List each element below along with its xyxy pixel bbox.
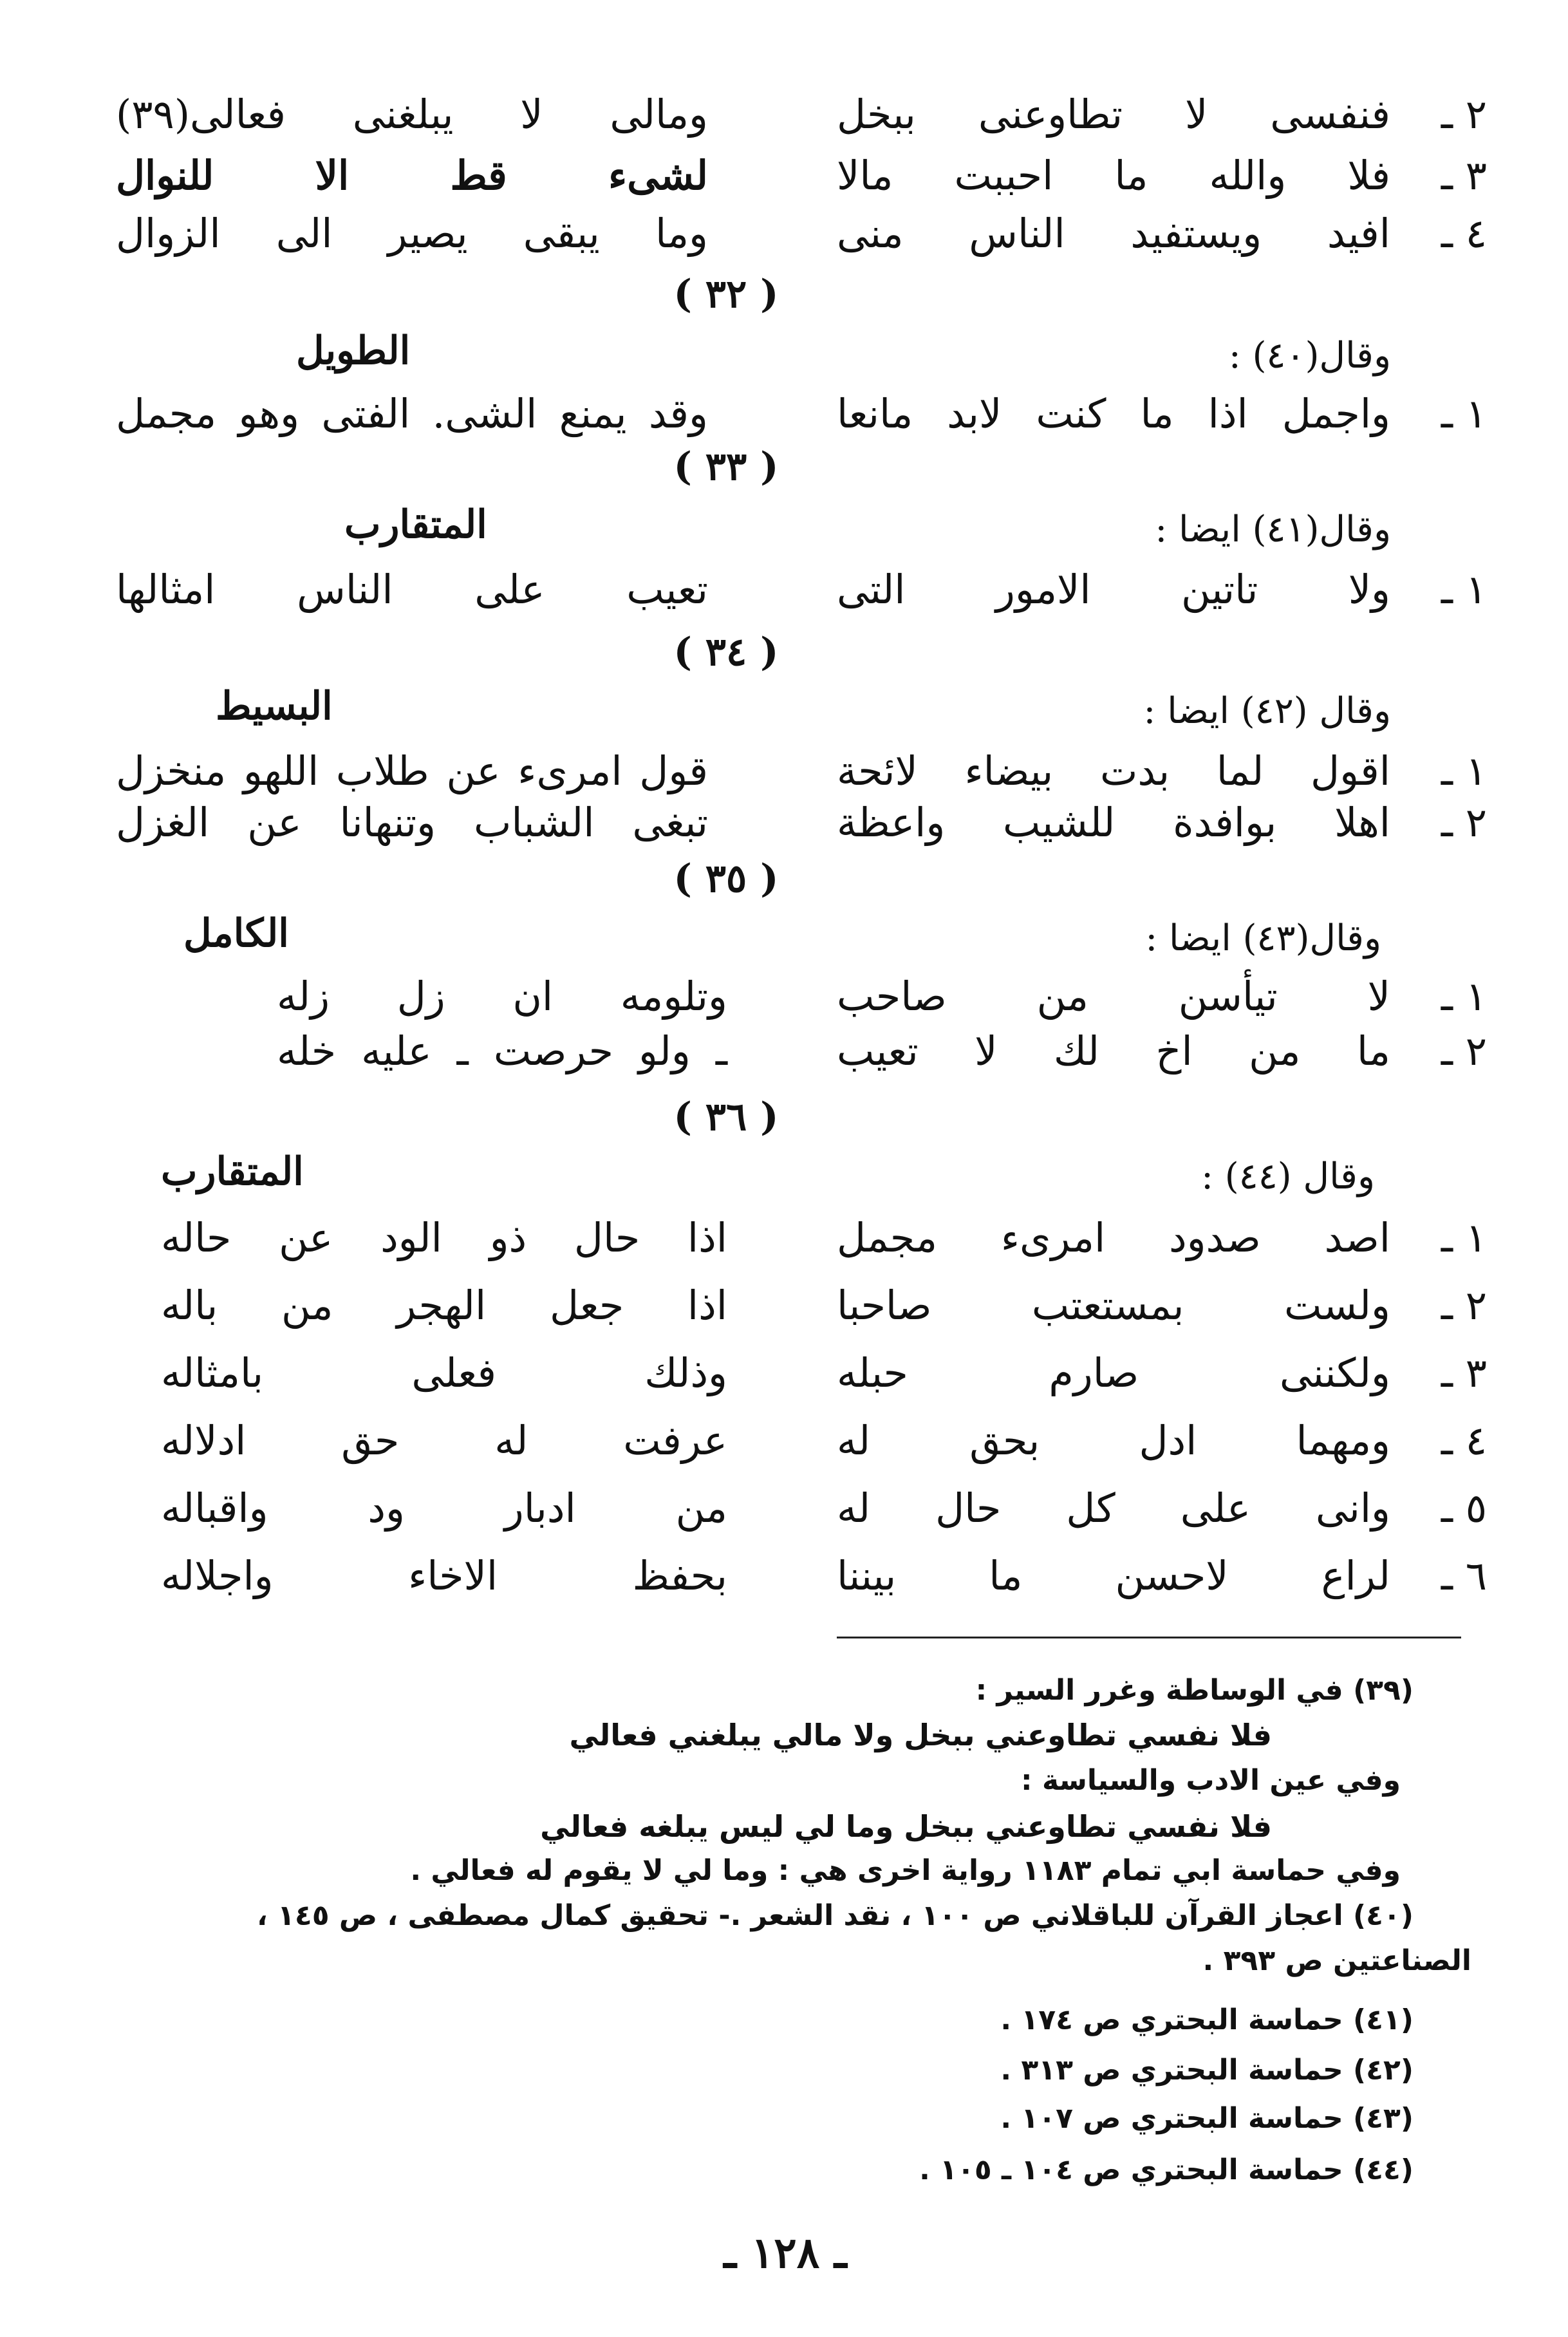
verse-first-hemistich: فلا والله ما احببت مالا (837, 152, 1390, 199)
poem-intro: وقال(٤٣) ايضا : (1145, 917, 1381, 959)
verse-number: ١ ـ (1441, 973, 1487, 1020)
verse-number: ١ ـ (1441, 1214, 1487, 1261)
footnote-41: (٤١) حماسة البحتري ص ١٧٤ . (1000, 2004, 1414, 2036)
verse-line (109, 1207, 1487, 1269)
verse-second-hemistich: بحفظ الاخاء واجلاله (161, 1552, 727, 1599)
verse-line (109, 1545, 1487, 1607)
page-number: ـ ١٢٨ ـ (723, 2228, 847, 2278)
verse-second-hemistich: وذلك فعلى بامثاله (161, 1349, 727, 1396)
verse-line (109, 84, 1487, 145)
footnote-39-heading: (٣٩) في الوساطة وغرر السير : (975, 1674, 1414, 1707)
verse-number: ٢ ـ (1441, 91, 1487, 138)
verse-number: ٣ ـ (1441, 1349, 1487, 1396)
verse-first-hemistich: اهلا بوافدة للشيب واعظة (837, 799, 1390, 846)
verse-number: ٤ ـ (1441, 210, 1487, 257)
verse-first-hemistich: ومهما ادل بحق له (837, 1417, 1390, 1464)
verse-second-hemistich: اذا جعل الهجر من باله (161, 1282, 727, 1329)
verse-second-hemistich: وتلومه ان زل زله (277, 973, 727, 1020)
poem-number: ( ٣٣ ) (673, 444, 779, 489)
verse-second-hemistich: اذا حال ذو الود عن حاله (161, 1214, 727, 1261)
poem-intro: وقال(٤١) ايضا : (1155, 509, 1391, 550)
footnote-39-verse: فلا نفسي تطاوعني ببخل ولا مالي يبلغني فعالي (569, 1718, 1272, 1752)
footnote-40: (٤٠) اعجاز القرآن للباقلاني ص ١٠٠ ، نقد الشعر .- تحقيق كمال مصطفى ، ص ١٤٥ ، (256, 1899, 1414, 1932)
verse-line (109, 966, 1487, 1028)
verse-line (109, 1275, 1487, 1337)
poem-intro: وقال (٤٤) : (1201, 1156, 1375, 1197)
poem-number: ( ٣٦ ) (673, 1094, 779, 1140)
poem-number: ( ٣٥ ) (673, 856, 779, 901)
verse-first-hemistich: افيد ويستفيد الناس منى (837, 210, 1390, 257)
verse-number: ٢ ـ (1441, 799, 1487, 846)
verse-second-hemistich: تعيب على الناس امثالها (116, 566, 708, 613)
verse-number: ١ ـ (1441, 390, 1487, 437)
verse-number: ٦ ـ (1441, 1552, 1487, 1599)
verse-number: ٢ ـ (1441, 1282, 1487, 1329)
verse-line (109, 1410, 1487, 1472)
verse-line (109, 383, 1487, 445)
verse-first-hemistich: لا تيأسن من صاحب (837, 973, 1390, 1020)
footnote-44: (٤٤) حماسة البحتري ص ١٠٤ ـ ١٠٥ . (919, 2154, 1414, 2186)
verse-first-hemistich: ولا تاتين الامور التى (837, 566, 1390, 613)
footnote-40-continued: الصناعتين ص ٣٩٣ . (1202, 1944, 1471, 1977)
poem-meter: الطويل (296, 328, 411, 373)
verse-number: ٤ ـ (1441, 1417, 1487, 1464)
footnote-separator (837, 1637, 1461, 1638)
poem-meter: المتقارب (344, 502, 487, 547)
poem-intro: وقال (٤٢) ايضا : (1143, 690, 1391, 732)
verse-number: ١ ـ (1441, 747, 1487, 794)
verse-line (109, 145, 1487, 207)
footnote-39-verse: فلا نفسي تطاوعني ببخل وما لي ليس يبلغه فعالي (540, 1809, 1272, 1844)
verse-first-hemistich: اقول لما بدت بيضاء لائحة (837, 747, 1390, 794)
verse-number: ١ ـ (1441, 566, 1487, 613)
verse-first-hemistich: ولكننى صارم حبله (837, 1349, 1390, 1396)
footnote-39-source: وفي عين الادب والسياسة : (1021, 1764, 1401, 1797)
verse-line (109, 1342, 1487, 1404)
verse-number: ٢ ـ (1441, 1028, 1487, 1075)
poem-meter: البسيط (216, 684, 333, 729)
footnote-42: (٤٢) حماسة البحتري ص ٣١٣ . (1000, 2054, 1414, 2087)
verse-line (109, 1020, 1487, 1082)
footnote-39-source: وفي حماسة ابي تمام ١١٨٣ رواية اخرى هي : وما لي لا يقوم له فعالي . (410, 1854, 1401, 1887)
verse-second-hemistich: وما يبقى يصير الى الزوال (116, 210, 708, 257)
verse-number: ٣ ـ (1441, 152, 1487, 199)
verse-line (109, 1478, 1487, 1539)
verse-second-hemistich: وقد يمنع الشى. الفتى وهو مجمل (116, 390, 708, 437)
verse-first-hemistich: فنفسى لا تطاوعنى ببخل (837, 91, 1390, 138)
verse-first-hemistich: واجمل اذا ما كنت لابد مانعا (837, 390, 1390, 437)
verse-second-hemistich: ومالى لا يبلغنى فعالى(٣٩) (116, 91, 708, 138)
poem-meter: المتقارب (161, 1149, 304, 1194)
verse-first-hemistich: اصد صدود امرىء مجمل (837, 1214, 1390, 1261)
verse-line (109, 792, 1487, 854)
verse-second-hemistich: قول امرىء عن طلاب اللهو منخزل (116, 747, 708, 794)
poem-meter: الكامل (183, 911, 289, 956)
verse-second-hemistich: عرفت له حق ادلاله (161, 1417, 727, 1464)
verse-first-hemistich: ولست بمستعتب صاحبا (837, 1282, 1390, 1329)
verse-second-hemistich: تبغى الشباب وتنهانا عن الغزل (116, 799, 708, 846)
verse-line (109, 203, 1487, 265)
verse-number: ٥ ـ (1441, 1485, 1487, 1532)
verse-first-hemistich: وانى على كل حال له (837, 1485, 1390, 1532)
verse-second-hemistich: لشىء قط الا للنوال (116, 152, 708, 199)
poem-number: ( ٣٤ ) (673, 630, 779, 675)
poem-intro: وقال(٤٠) : (1228, 335, 1391, 377)
verse-line (109, 559, 1487, 621)
poem-number: ( ٣٢ ) (673, 272, 779, 317)
verse-second-hemistich: ـ ولو حرصت ـ عليه خله (277, 1028, 727, 1075)
verse-second-hemistich: من ادبار ود واقباله (161, 1485, 727, 1532)
verse-first-hemistich: ما من اخ لك لا تعيب (837, 1028, 1390, 1075)
verse-first-hemistich: لراع لاحسن ما بيننا (837, 1552, 1390, 1599)
footnote-43: (٤٣) حماسة البحتري ص ١٠٧ . (1000, 2102, 1414, 2135)
